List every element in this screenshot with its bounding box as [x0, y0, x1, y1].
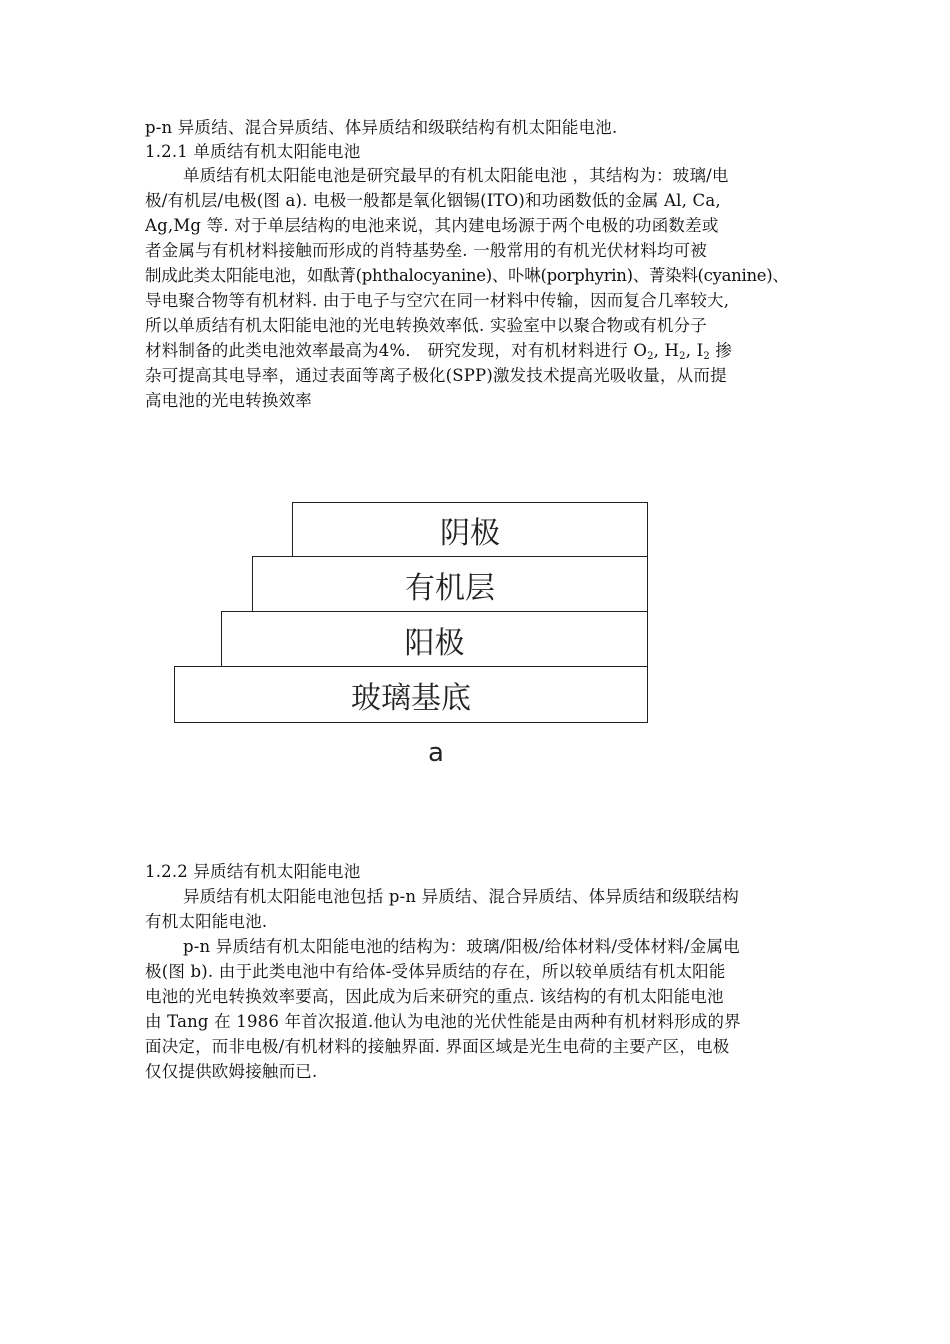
intro-line: p-n 异质结、混合异质结、体异质结和级联结构有机太阳能电池. [145, 118, 618, 137]
text-run: 掺 [709, 341, 733, 360]
subscript: 2 [679, 351, 686, 362]
layer-cathode: 阴极 [292, 502, 648, 558]
section-heading-1-2-1: 1.2.1 单质结有机太阳能电池 [145, 142, 361, 161]
layer-glass-substrate: 玻璃基底 [174, 666, 648, 723]
figure-label: a [428, 738, 444, 768]
paragraph-line: Ag,Mg 等. 对于单层结构的电池来说，其内建电场源于两个电极的功函数差或 [145, 216, 719, 235]
paragraph-line: 有机太阳能电池. [145, 912, 268, 931]
paragraph-line: 制成此类太阳能电池，如酞菁(phthalocyanine)、卟啉(porphyrin)、菁染料(cyanine)、 [145, 266, 789, 285]
paragraph-line: p-n 异质结有机太阳能电池的结构为：玻璃/阳极/给体材料/受体材料/金属电 [183, 937, 740, 956]
paragraph-line: 电池的光电转换效率要高，因此成为后来研究的重点. 该结构的有机太阳能电池 [145, 987, 724, 1006]
paragraph-line: 异质结有机太阳能电池包括 p-n 异质结、混合异质结、体异质结和级联结构 [183, 887, 739, 906]
text-run: , I [685, 341, 704, 360]
paragraph-line: 面决定，而非电极/有机材料的接触界面. 界面区域是光生电荷的主要产区，电极 [145, 1037, 730, 1056]
layer-anode: 阳极 [221, 611, 648, 668]
layer-organic: 有机层 [252, 556, 648, 613]
paragraph-line: 仅仅提供欧姆接触而已. [145, 1062, 318, 1081]
paragraph-line: 杂可提高其电导率，通过表面等离子极化(SPP)激发技术提高光吸收量，从而提 [145, 366, 727, 385]
text-run: , H [653, 341, 680, 360]
paragraph-line-with-subscripts [145, 339, 815, 363]
paragraph-line: 导电聚合物等有机材料. 由于电子与空穴在同一材料中传输，因而复合几率较大, [145, 291, 730, 310]
subscript: 2 [703, 351, 710, 362]
paragraph-line: 极/有机层/电极(图 a). 电极一般都是氧化铟锡(ITO)和功函数低的金属 Al, Ca, [145, 191, 721, 210]
subscript: 2 [647, 351, 654, 362]
paragraph-line: 高电池的光电转换效率 [145, 391, 312, 410]
section-heading-1-2-2: 1.2.2 异质结有机太阳能电池 [145, 862, 361, 881]
paragraph-line: 极(图 b). 由于此类电池中有给体-受体异质结的存在，所以较单质结有机太阳能 [145, 962, 726, 981]
paragraph-line: 所以单质结有机太阳能电池的光电转换效率低. 实验室中以聚合物或有机分子 [145, 316, 707, 335]
paragraph-line: 者金属与有机材料接触而形成的肖特基势垒. 一般常用的有机光伏材料均可被 [145, 241, 707, 260]
text-run: 材料制备的此类电池效率最高为4%． 研究发现，对有机材料进行 O [145, 341, 648, 360]
paragraph-line: 由 Tang 在 1986 年首次报道.他认为电池的光伏性能是由两种有机材料形成的界 [145, 1012, 741, 1031]
paragraph-line: 单质结有机太阳能电池是研究最早的有机太阳能电池 ，其结构为：玻璃/电 [183, 166, 729, 185]
